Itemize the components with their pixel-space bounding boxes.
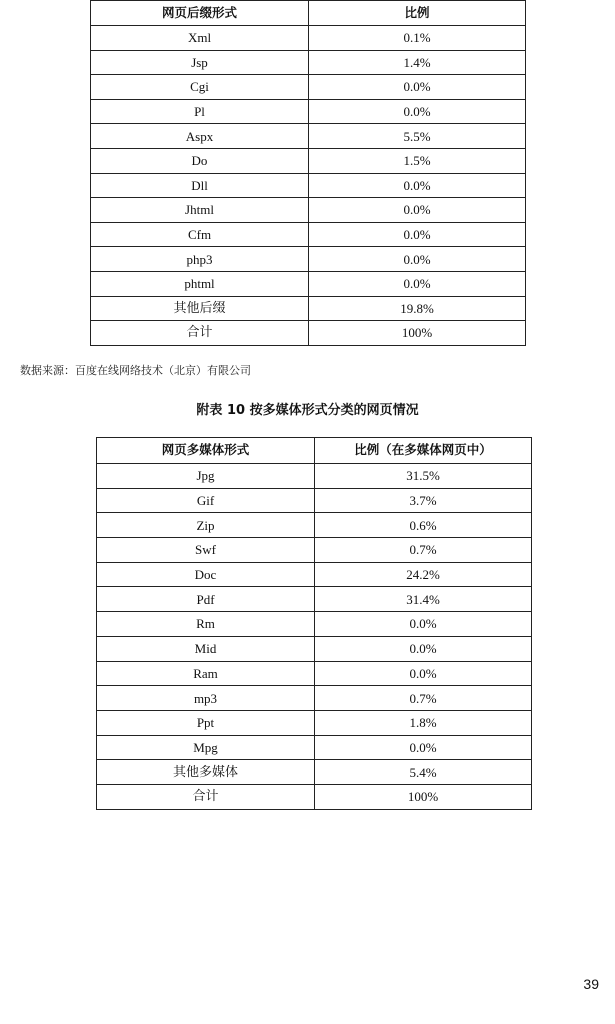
percentage-cell: 0.1% <box>309 26 526 51</box>
source-note: 数据来源：百度在线网络技术（北京）有限公司 <box>20 364 251 377</box>
column-header: 网页后缀形式 <box>91 1 309 26</box>
format-cell: Ppt <box>97 710 315 735</box>
percentage-cell: 0.0% <box>309 173 526 198</box>
format-cell: 其他多媒体 <box>97 760 315 785</box>
percentage-cell: 1.4% <box>309 50 526 75</box>
table-row <box>91 124 526 149</box>
format-cell: Mid <box>97 636 315 661</box>
table-row <box>91 222 526 247</box>
table-row <box>91 173 526 198</box>
table-row <box>97 587 532 612</box>
percentage-cell: 0.0% <box>315 735 532 760</box>
table-row <box>91 321 526 346</box>
format-cell: Swf <box>97 538 315 563</box>
percentage-cell: 5.5% <box>309 124 526 149</box>
format-cell: Mpg <box>97 735 315 760</box>
percentage-cell: 0.0% <box>309 198 526 223</box>
percentage-cell: 5.4% <box>315 760 532 785</box>
column-header: 网页多媒体形式 <box>97 438 315 464</box>
format-cell: Ram <box>97 661 315 686</box>
format-cell: Cfm <box>91 222 309 247</box>
table-row <box>91 26 526 51</box>
percentage-cell: 0.0% <box>309 222 526 247</box>
table-row <box>97 464 532 489</box>
format-cell: Gif <box>97 488 315 513</box>
percentage-cell: 31.4% <box>315 587 532 612</box>
format-cell: Xml <box>91 26 309 51</box>
web-suffix-table <box>90 0 526 346</box>
table-row <box>91 75 526 100</box>
table-row <box>91 148 526 173</box>
table-row <box>97 760 532 785</box>
format-cell: Zip <box>97 513 315 538</box>
percentage-cell: 0.6% <box>315 513 532 538</box>
format-cell: 合计 <box>97 784 315 809</box>
table-row <box>97 513 532 538</box>
table-caption: 附表 10 按多媒体形式分类的网页情况 <box>196 403 419 418</box>
multimedia-format-table <box>96 437 532 810</box>
percentage-cell: 3.7% <box>315 488 532 513</box>
table-row <box>91 50 526 75</box>
format-cell: Do <box>91 148 309 173</box>
format-cell: mp3 <box>97 686 315 711</box>
percentage-cell: 100% <box>315 784 532 809</box>
table-row <box>97 686 532 711</box>
table-row <box>97 636 532 661</box>
format-cell: phtml <box>91 271 309 296</box>
format-cell: Rm <box>97 612 315 637</box>
table-row <box>97 710 532 735</box>
format-cell: 合计 <box>91 321 309 346</box>
page-number: 39 <box>583 976 599 992</box>
column-header: 比例 <box>309 1 526 26</box>
percentage-cell: 0.0% <box>315 636 532 661</box>
table-body <box>91 26 526 346</box>
percentage-cell: 19.8% <box>309 296 526 321</box>
table-header-row <box>97 438 532 464</box>
percentage-cell: 0.0% <box>309 247 526 272</box>
table-row <box>91 247 526 272</box>
percentage-cell: 1.8% <box>315 710 532 735</box>
table-row <box>91 296 526 321</box>
percentage-cell: 0.0% <box>309 271 526 296</box>
percentage-cell: 100% <box>309 321 526 346</box>
format-cell: Pl <box>91 99 309 124</box>
table-header-row <box>91 1 526 26</box>
format-cell: Doc <box>97 562 315 587</box>
percentage-cell: 0.0% <box>309 99 526 124</box>
format-cell: Jsp <box>91 50 309 75</box>
column-header: 比例（在多媒体网页中） <box>315 438 532 464</box>
format-cell: 其他后缀 <box>91 296 309 321</box>
format-cell: Cgi <box>91 75 309 100</box>
format-cell: Pdf <box>97 587 315 612</box>
format-cell: Aspx <box>91 124 309 149</box>
format-cell: Jhtml <box>91 198 309 223</box>
percentage-cell: 0.7% <box>315 538 532 563</box>
table-row <box>91 99 526 124</box>
percentage-cell: 0.0% <box>309 75 526 100</box>
percentage-cell: 24.2% <box>315 562 532 587</box>
format-cell: Dll <box>91 173 309 198</box>
percentage-cell: 0.0% <box>315 612 532 637</box>
table-row <box>91 198 526 223</box>
table-row <box>97 612 532 637</box>
table-row <box>97 661 532 686</box>
percentage-cell: 0.7% <box>315 686 532 711</box>
table-row <box>97 538 532 563</box>
table-row <box>97 562 532 587</box>
format-cell: php3 <box>91 247 309 272</box>
table-row <box>97 488 532 513</box>
table-row <box>97 735 532 760</box>
percentage-cell: 0.0% <box>315 661 532 686</box>
table-row <box>91 271 526 296</box>
percentage-cell: 1.5% <box>309 148 526 173</box>
table-body <box>97 464 532 810</box>
percentage-cell: 31.5% <box>315 464 532 489</box>
format-cell: Jpg <box>97 464 315 489</box>
table-row <box>97 784 532 809</box>
